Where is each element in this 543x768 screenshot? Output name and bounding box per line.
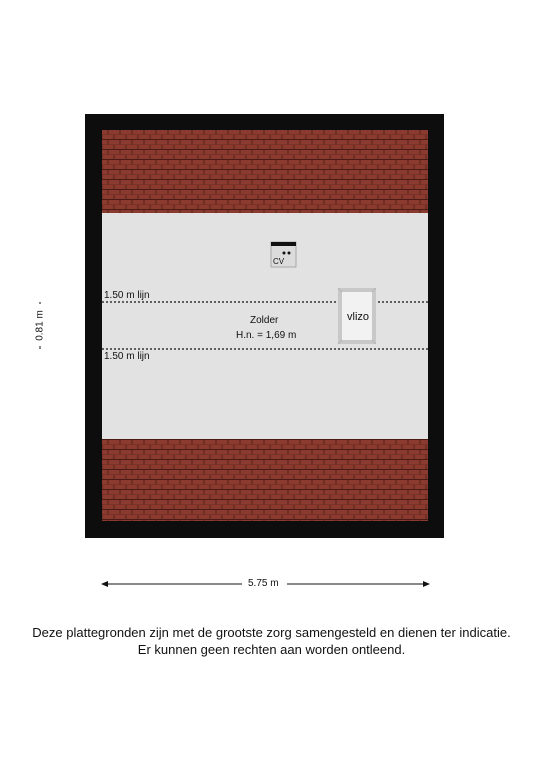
boiler-label: CV — [273, 257, 285, 266]
height-line-label-bottom: 1.50 m lijn — [104, 351, 150, 362]
roof-tiles-top — [102, 130, 428, 213]
height-dimension-label: 0.81 m — [34, 310, 46, 341]
height-line-label-top: 1.50 m lijn — [104, 290, 150, 301]
room-height: H.n. = 1,69 m — [236, 330, 297, 341]
hatch-label: vlizo — [347, 311, 370, 323]
room-name: Zolder — [250, 315, 279, 326]
disclaimer — [0, 624, 543, 658]
disclaimer-line-2: Er kunnen geen rechten aan worden ontleend. — [137, 642, 406, 657]
roof-tiles-bottom — [102, 439, 428, 521]
width-dimension-label: 5.75 m — [248, 578, 279, 589]
disclaimer-line-1: Deze plattegronden zijn met de grootste zorg samengesteld en dienen ter indicatie. — [32, 625, 511, 640]
